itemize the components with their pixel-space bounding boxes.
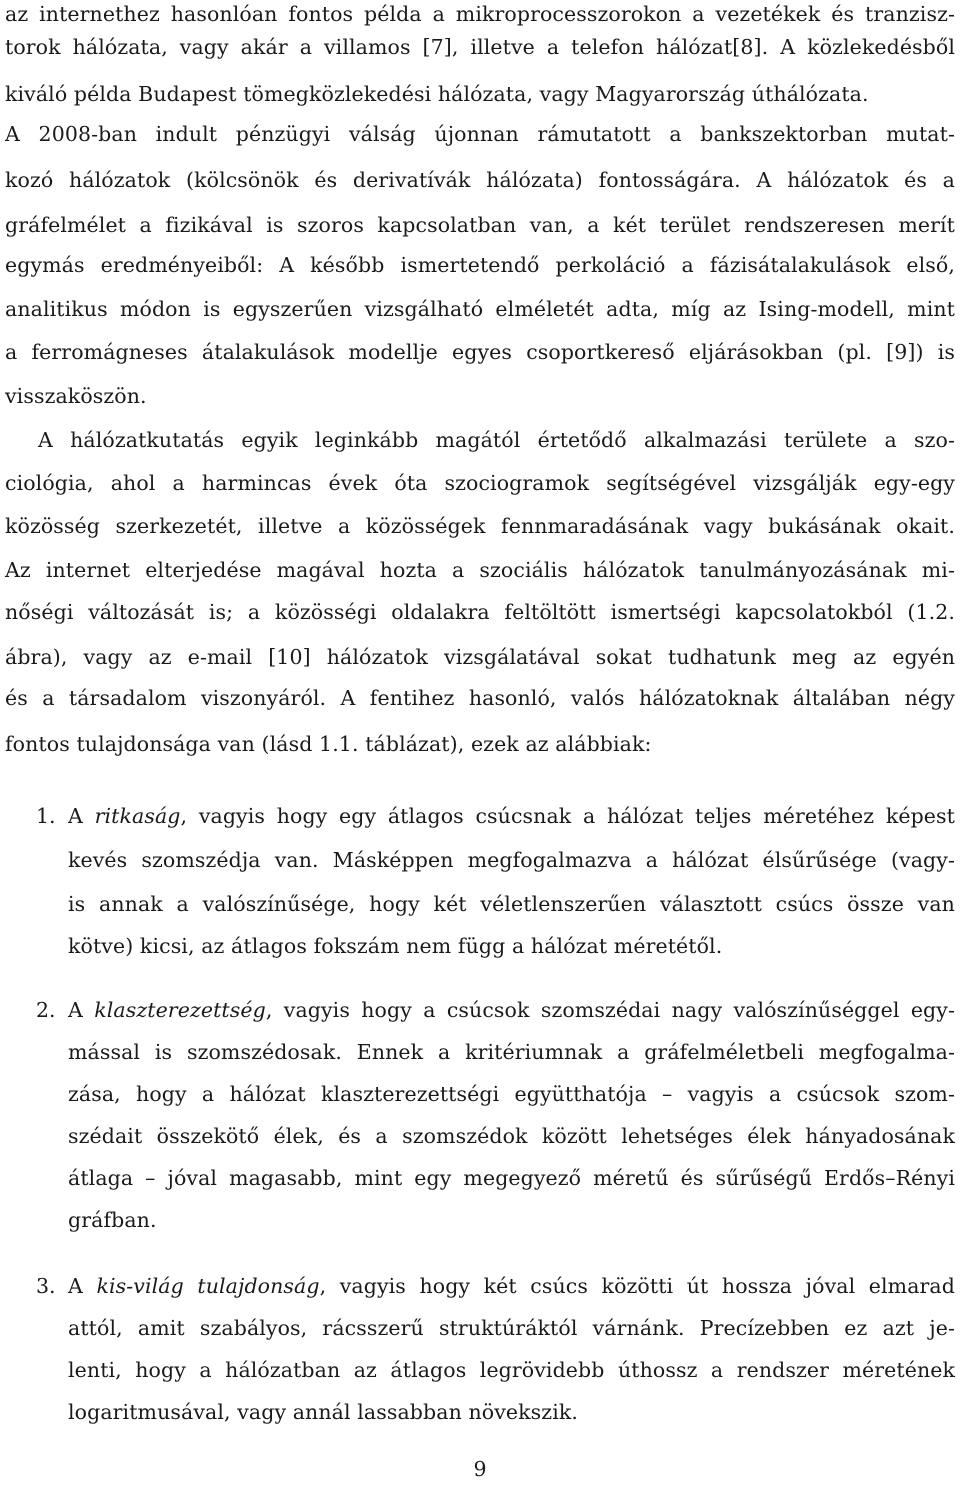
list-item-term: ritkaság <box>94 804 181 828</box>
list-item-intro: A <box>68 804 95 828</box>
text-line: nőségi változását is; a közösségi oldalakra feltöltött ismertségi kapcsolatokból (1.2. <box>5 600 955 624</box>
text-line: A hálózatkutatás egyik leginkább magától értetődő alkalmazási területe a szo- <box>38 428 955 452</box>
text-line: mással is szomszédosak. Ennek a kritériumnak a gráfelméletbeli megfogalma- <box>68 1040 955 1064</box>
text-line <box>68 996 955 1024</box>
text-line <box>68 1272 955 1300</box>
list-item-text: , vagyis hogy a csúcsok szomszédai nagy valószínűséggel egy- <box>265 998 955 1022</box>
text-line: közösség szerkezetét, illetve a közösségek fennmaradásának vagy bukásának okait. <box>5 514 955 538</box>
list-item-intro: A <box>68 998 95 1022</box>
list-item-term: klaszterezettség <box>94 998 266 1022</box>
text-line: is annak a valószínűsége, hogy két véletlenszerűen választott csúcs össze van <box>68 892 955 916</box>
text-line: gráfban. <box>68 1208 157 1232</box>
list-item-text: , vagyis hogy két csúcs közötti út hossza jóval elmarad <box>319 1274 955 1298</box>
text-line: az internethez hasonlóan fontos példa a mikroprocesszorokon a vezetékek és tranzisz- <box>5 2 955 26</box>
text-line <box>68 802 955 830</box>
text-line: attól, amit szabályos, rácsszerű struktúráktól várnánk. Precízebben ez azt je- <box>68 1316 955 1340</box>
text-line: kiváló példa Budapest tömegközlekedési hálózata, vagy Magyarország úthálózata. <box>5 82 869 106</box>
text-line: fontos tulajdonsága van (lásd 1.1. táblázat), ezek az alábbiak: <box>5 732 652 756</box>
text-line: analitikus módon is egyszerűen vizsgálható elméletét adta, míg az Ising-modell, mint <box>5 297 955 321</box>
text-line: visszaköszön. <box>5 384 147 408</box>
list-item-term: kis-világ tulajdonság <box>96 1274 320 1298</box>
text-line: gráfelmélet a fizikával is szoros kapcsolatban van, a két terület rendszeresen merít <box>5 213 955 237</box>
list-item-number: 1. <box>36 804 56 828</box>
text-line: a ferromágneses átalakulások modellje egyes csoportkereső eljárásokban (pl. [9]) is <box>5 340 955 364</box>
text-line: átlaga – jóval magasabb, mint egy megegyező méretű és sűrűségű Erdős–Rényi <box>68 1166 955 1190</box>
text-line: A 2008-ban indult pénzügyi válság újonnan rámutatott a bankszektorban mutat- <box>5 122 955 146</box>
text-line: egymás eredményeiből: A később ismertetendő perkoláció a fázisátalakulások első, <box>5 253 955 277</box>
text-line: zása, hogy a hálózat klaszterezettségi együtthatója – vagyis a csúcsok szom- <box>68 1082 955 1106</box>
text-line: ábra), vagy az e-mail [10] hálózatok vizsgálatával sokat tudhatunk meg az egyén <box>5 645 955 669</box>
text-line: kevés szomszédja van. Másképpen megfogalmazva a hálózat élsűrűsége (vagy- <box>68 848 955 872</box>
text-line: szédait összekötő élek, és a szomszédok között lehetséges élek hányadosának <box>68 1124 955 1148</box>
text-line: kötve) kicsi, az átlagos fokszám nem függ a hálózat méretétől. <box>68 934 723 958</box>
text-line: lenti, hogy a hálózatban az átlagos legrövidebb úthossz a rendszer méretének <box>68 1358 955 1382</box>
text-line: logaritmusával, vagy annál lassabban növekszik. <box>68 1400 578 1424</box>
list-item-number: 2. <box>36 998 56 1022</box>
text-line: Az internet elterjedése magával hozta a szociális hálózatok tanulmányozásának mi- <box>5 558 955 582</box>
page-number: 9 <box>473 1457 487 1481</box>
list-item-number: 3. <box>36 1274 56 1298</box>
text-line: és a társadalom viszonyáról. A fentihez hasonló, valós hálózatoknak általában négy <box>5 686 955 710</box>
text-line: ciológia, ahol a harmincas évek óta szociogramok segítségével vizsgálják egy-egy <box>5 471 955 495</box>
list-item-text: , vagyis hogy egy átlagos csúcsnak a hálózat teljes méretéhez képest <box>180 804 955 828</box>
text-line: torok hálózata, vagy akár a villamos [7], illetve a telefon hálózat[8]. A közlekedésből <box>5 35 955 59</box>
list-item-intro: A <box>68 1274 97 1298</box>
text-line: kozó hálózatok (kölcsönök és derivatívák hálózata) fontosságára. A hálózatok és a <box>5 168 955 192</box>
